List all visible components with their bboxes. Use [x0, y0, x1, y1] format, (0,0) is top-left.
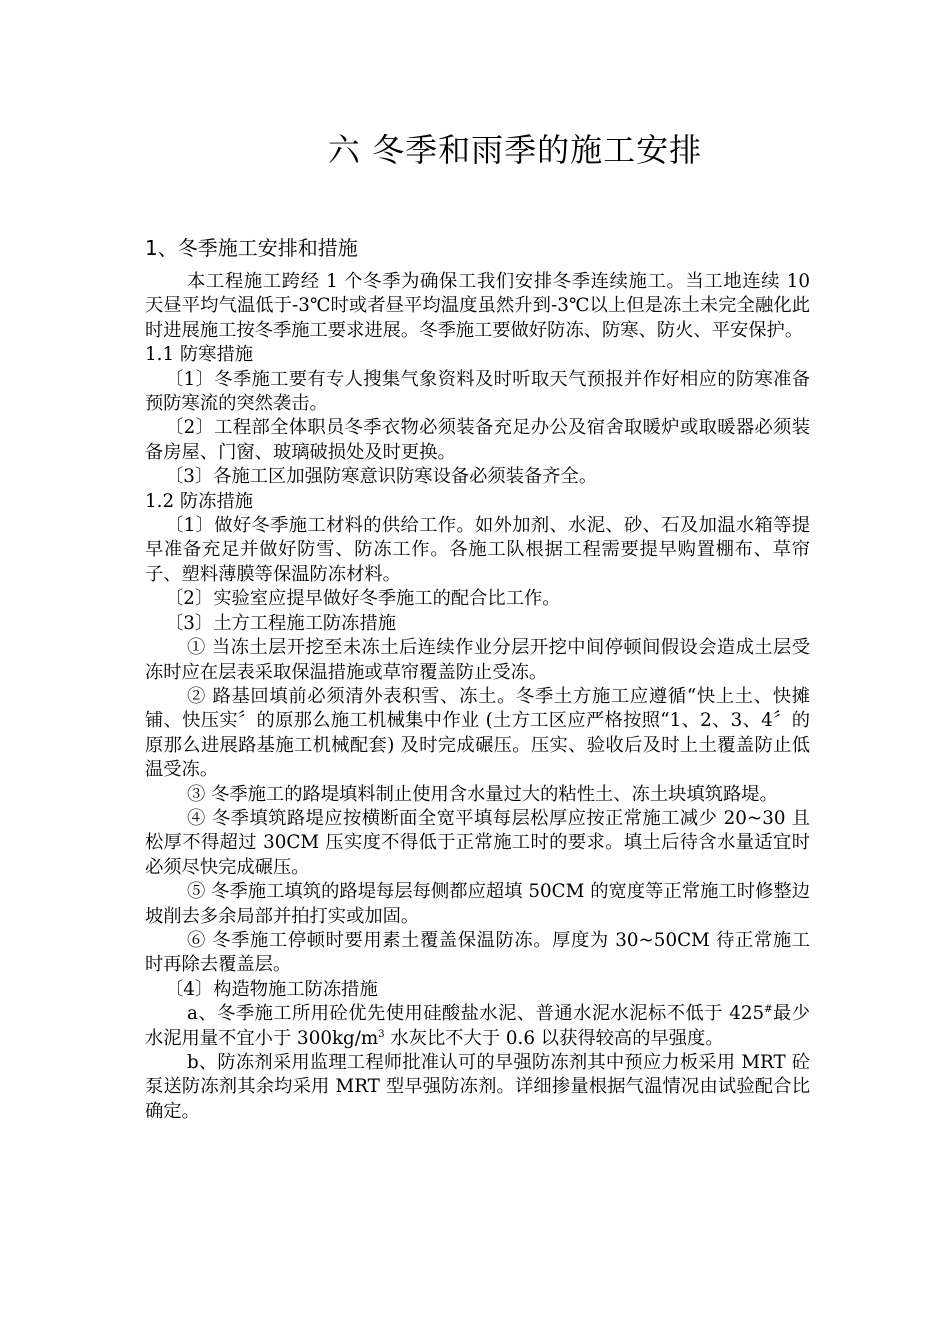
frost-item-2: 〔2〕实验室应提早做好冬季施工的配合比工作。: [165, 588, 561, 610]
structure-a-text-2: 最少水泥用量不宜小于 300kg/m: [145, 1003, 811, 1049]
cubic-exponent: 3: [378, 1028, 385, 1040]
earthwork-measure-5: ⑤ 冬季施工填筑的路堤每层每侧都应超填 50CM 的宽度等正常施工时修整边坡削去多余局部并拍打实或加固。: [145, 881, 810, 927]
earthwork-measure-1: ① 当冻土层开挖至未冻土后连续作业分层开挖中间停顿间假设会造成土层受冻时应在层表采取保温措施或草帘覆盖防止受冻。: [145, 637, 810, 683]
structure-measure-b: b、防冻剂采用监理工程师批准认可的早强防冻剂其中预应力板采用 MRT 砼泵送防冻剂其余均采用 MRT 型早强防冻剂。详细掺量根据气温情况由试验配合比确定。: [145, 1052, 810, 1122]
grade-mark: #: [764, 1004, 773, 1016]
structure-a-text-3: 水灰比不大于 0.6 以获得较高的早强度。: [384, 1027, 724, 1049]
structure-measure-a: [145, 1002, 810, 1051]
page-title: 六 冬季和雨季的施工安排: [327, 131, 703, 169]
earthwork-measure-2: ② 路基回填前必须清外表积雪、冻土。冬季土方施工应遵循“快上土、快摊铺、快压实〞的原那么施工机械集中作业 (土方工区应严格按照“1、2、3、4〞的原那么进展路基施工机械配套) 及时完成碾压。压实、验收后及时上土覆盖防止低温受冻。: [145, 685, 810, 781]
earthwork-measure-4: ④ 冬季填筑路堤应按横断面全宽平填每层松厚应按正常施工减少 20~30 且松厚不得超过 30CM 压实度不得低于正常施工时的要求。填土后待含水量适宜时必须尽快完成碾压。: [145, 807, 810, 878]
earthwork-measure-6: ⑥ 冬季施工停顿时要用素土覆盖保温防冻。厚度为 30~50CM 待正常施工时再除去覆盖层。: [145, 929, 810, 976]
subsection-heading-cold: 1.1 防寒措施: [145, 344, 254, 366]
intro-paragraph: 本工程施工跨经 1 个冬季为确保工我们安排冬季连续施工。当工地连续 10 天昼平均气温低于-3℃时或者昼平均温度虽然升到-3℃以上但是冻土未完全融化此时进展施工按冬季施工要求进展。冬季施工要做好防冻、防寒、防火、平安保护。: [145, 271, 810, 341]
frost-item-3: 〔3〕土方工程施工防冻措施: [165, 612, 397, 634]
earthwork-measure-3: ③ 冬季施工的路堤填料制止使用含水量过大的粘性土、冻土块填筑路堤。: [187, 783, 778, 805]
subsection-heading-frost: 1.2 防冻措施: [145, 490, 254, 512]
frost-item-1: 〔1〕做好冬季施工材料的供给工作。如外加剂、水泥、砂、石及加温水箱等提早准备充足并做好防雪、防冻工作。各施工队根据工程需要提早购置棚布、草帘子、塑料薄膜等保温防冻材料。: [145, 515, 810, 585]
section-heading: 1、冬季施工安排和措施: [145, 236, 358, 260]
document-body: [145, 270, 810, 1124]
cold-item-1: 〔1〕冬季施工要有专人搜集气象资料及时听取天气预报并作好相应的防寒准备预防寒流的突然袭击。: [145, 368, 810, 415]
frost-item-4: 〔4〕构造物施工防冻措施: [165, 978, 378, 1000]
structure-a-text-1: a、冬季施工所用砼优先使用硅酸盐水泥、普通水泥水泥标不低于 425: [187, 1003, 765, 1025]
cold-item-3: 〔3〕各施工区加强防寒意识防寒设备必须装备齐全。: [165, 466, 598, 488]
cold-item-2: 〔2〕工程部全体职员冬季衣物必须装备充足办公及宿舍取暖炉或取暖器必须装备房屋、门窗、玻璃破损处及时更换。: [145, 417, 810, 463]
